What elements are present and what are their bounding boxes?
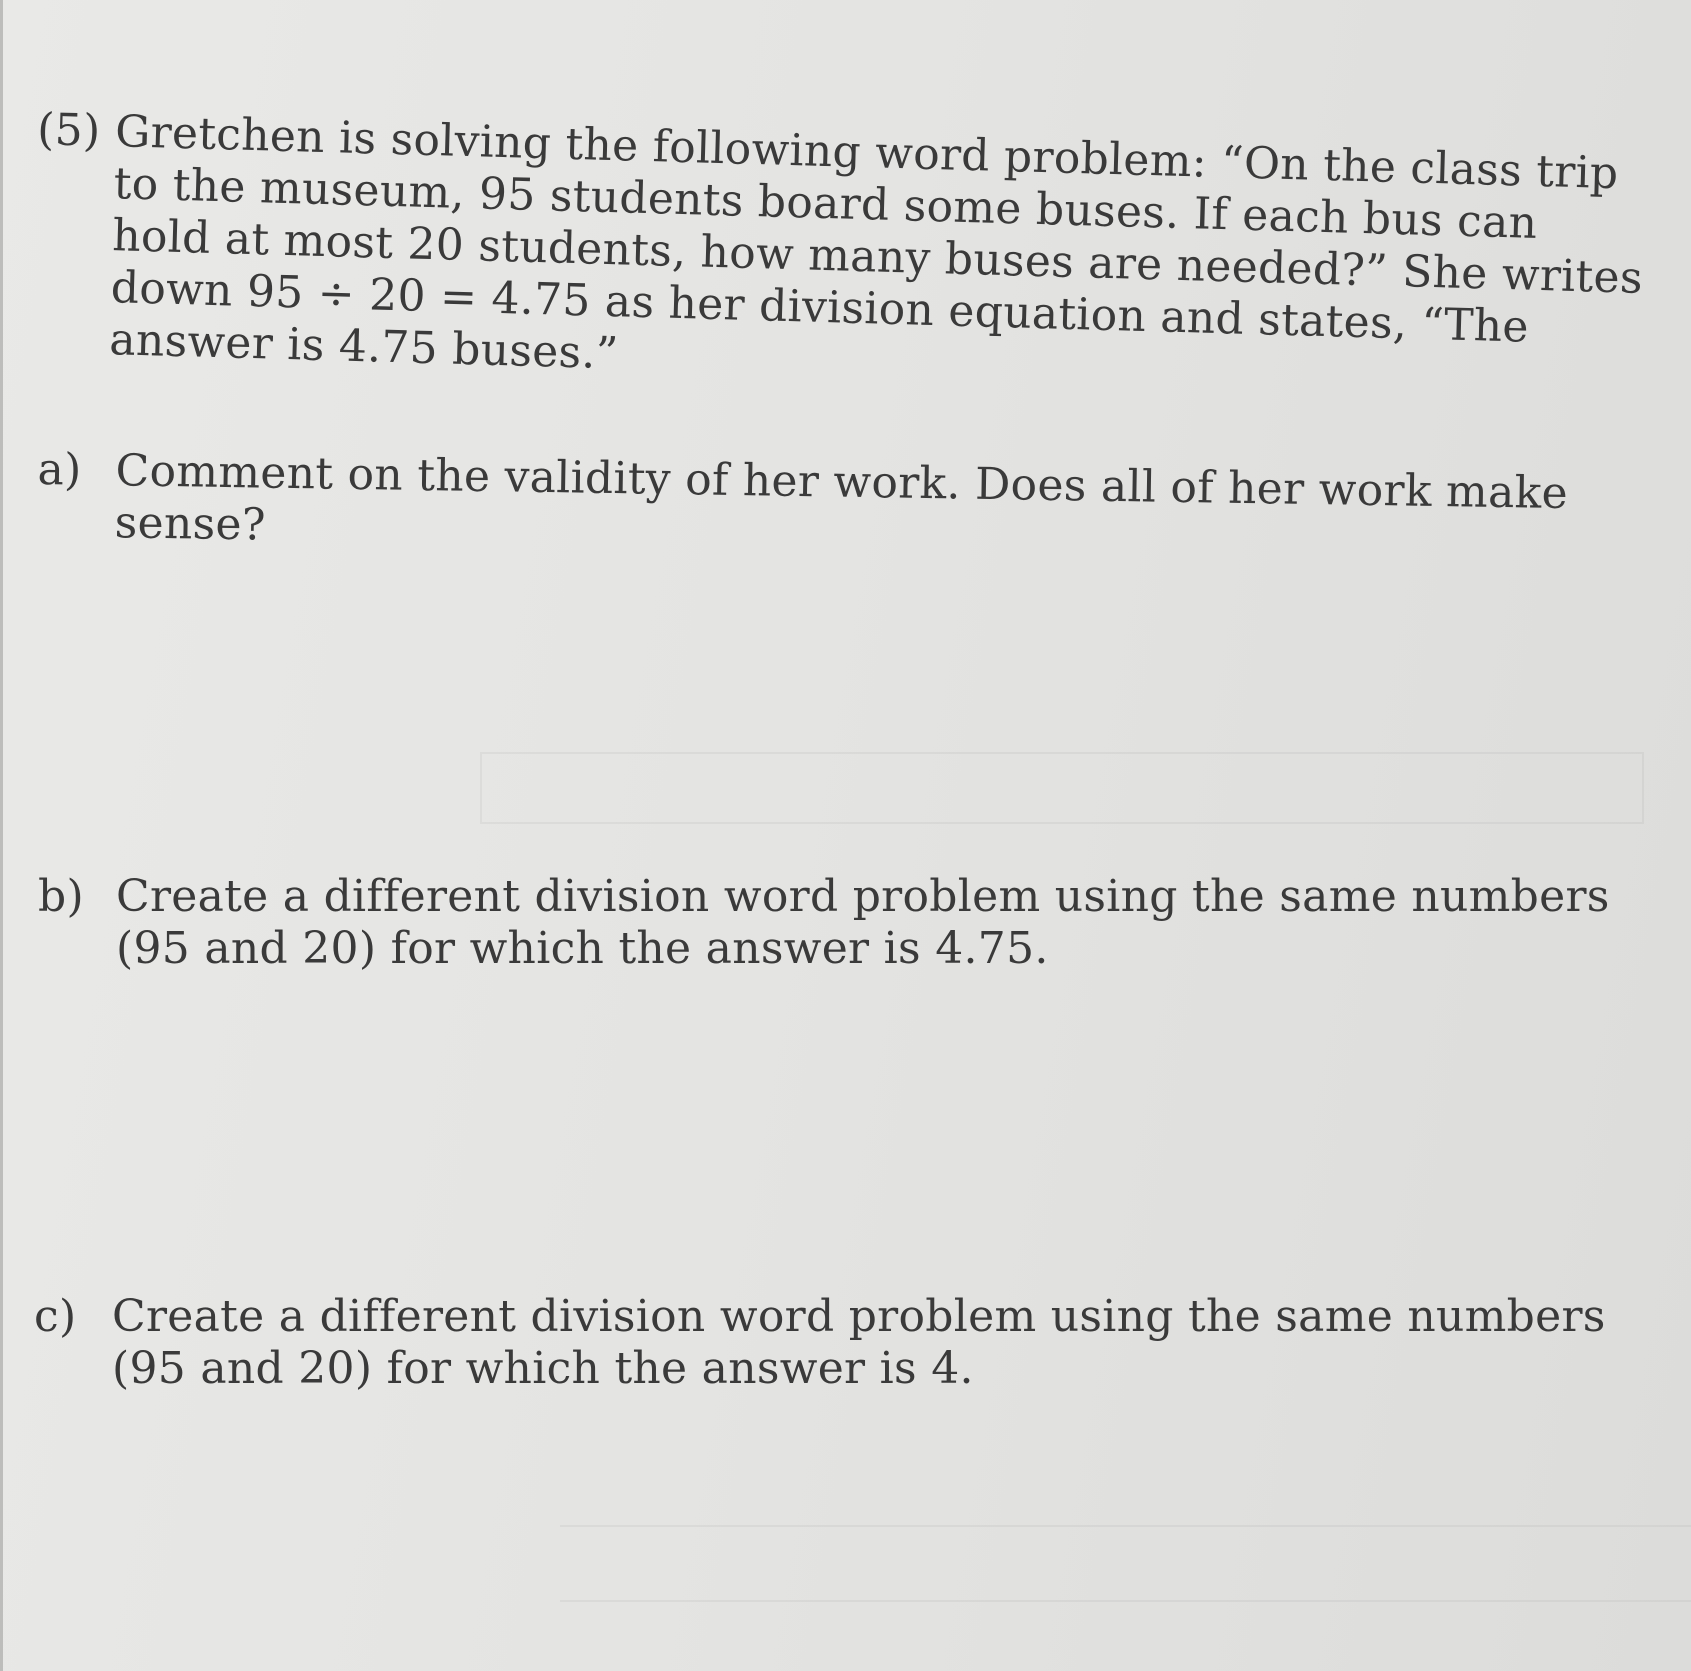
page-edge	[0, 0, 3, 1671]
part-c-label: c)	[34, 1291, 77, 1342]
part-c	[34, 1291, 1664, 1395]
part-c-text: Create a different division word problem using the same numbers (95 and 20) for which the answer is 4.	[112, 1291, 1606, 1394]
part-b-label: b)	[38, 871, 84, 922]
part-b	[38, 871, 1658, 975]
bleed-through-table	[480, 752, 1644, 824]
bleed-through-line	[560, 1525, 1691, 1527]
part-a	[36, 444, 1577, 572]
question-5	[31, 104, 1648, 409]
question-number: (5)	[36, 104, 102, 157]
bleed-through-line	[560, 1600, 1691, 1602]
question-text: Gretchen is solving the following word problem: “On the class trip to the museum, 95 students board some buses. If each bus can hold at most 20 students, how many buses are needed?” She writes down 95 ÷ 20 = 4.75 as her division equation and states, “The answer is 4.75 buses.”	[108, 106, 1644, 380]
part-a-text: Comment on the validity of her work. Does all of her work make sense?	[114, 445, 1569, 551]
part-b-text: Create a different division word problem using the same numbers (95 and 20) for which the answer is 4.75.	[116, 871, 1610, 974]
part-a-label: a)	[37, 444, 82, 496]
